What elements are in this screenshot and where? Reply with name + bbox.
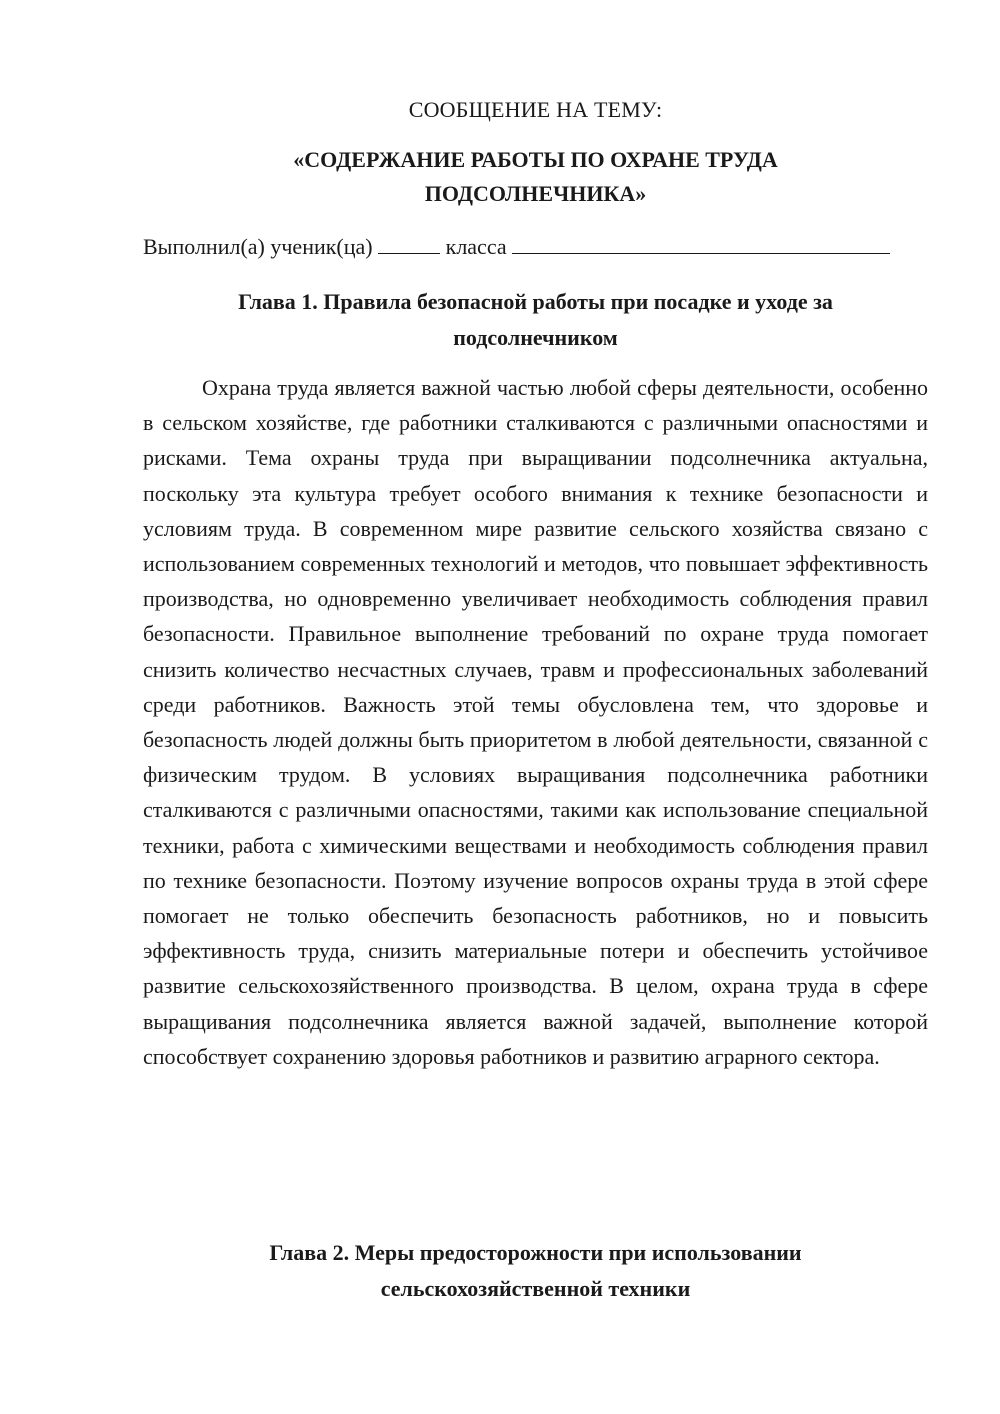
class-number-blank (378, 233, 440, 254)
report-title-line-1: «СОДЕРЖАНИЕ РАБОТЫ ПО ОХРАНЕ ТРУДА (293, 147, 778, 172)
student-name-blank (512, 233, 890, 254)
report-title (143, 143, 928, 211)
chapter-2-heading-line-1: Глава 2. Меры предосторожности при использовании (269, 1240, 802, 1265)
chapter-2-heading-line-2: сельскохозяйственной техники (380, 1276, 691, 1301)
report-label: СООБЩЕНИЕ НА ТЕМУ: (408, 97, 663, 122)
chapter-1-heading-line-2: подсолнечником (453, 325, 618, 350)
author-line (143, 233, 928, 261)
chapter-2-heading (143, 1235, 928, 1307)
author-prefix: Выполнил(а) ученик(ца) (143, 234, 373, 259)
author-class-word: класса (445, 234, 507, 259)
report-title-line-2: ПОДСОЛНЕЧНИКА» (424, 181, 647, 206)
chapter-1-heading-line-1: Глава 1. Правила безопасной работы при посадке и уходе за (238, 289, 833, 314)
chapter-1-heading (143, 284, 928, 356)
chapter-1-paragraph: Охрана труда является важной частью любой сферы деятельности, особенно в сельском хозяйстве, где работники сталкиваются с различными опасностями и рисками. Тема охраны труда при выращивании подсолнечника актуальна, поскольку эта культура требует особого внимания к технике безопасности и условиям труда. В современном мире развитие сельского хозяйства связано с использованием современных технологий и методов, что повышает эффективность производства, но одновременно увеличивает необходимость соблюдения правил безопасности. Правильное выполнение требований по охране труда помогает снизить количество несчастных случаев, травм и профессиональных заболеваний среди работников. Важность этой темы обусловлена тем, что здоровье и безопасность людей должны быть приоритетом в любой деятельности, связанной с физическим трудом. В условиях выращивания подсолнечника работники сталкиваются с различными опасностями, такими как использование специальной техники, работа с химическими веществами и необходимость соблюдения правил по технике безопасности. Поэтому изучение вопросов охраны труда в этой сфере помогает не только обеспечить безопасность работников, но и повысить эффективность труда, снизить материальные потери и обеспечить устойчивое развитие сельскохозяйственного производства. В целом, охрана труда в сфере выращивания подсолнечника является важной задачей, выполнение которой способствует сохранению здоровья работников и развитию аграрного сектора. (143, 375, 928, 1069)
